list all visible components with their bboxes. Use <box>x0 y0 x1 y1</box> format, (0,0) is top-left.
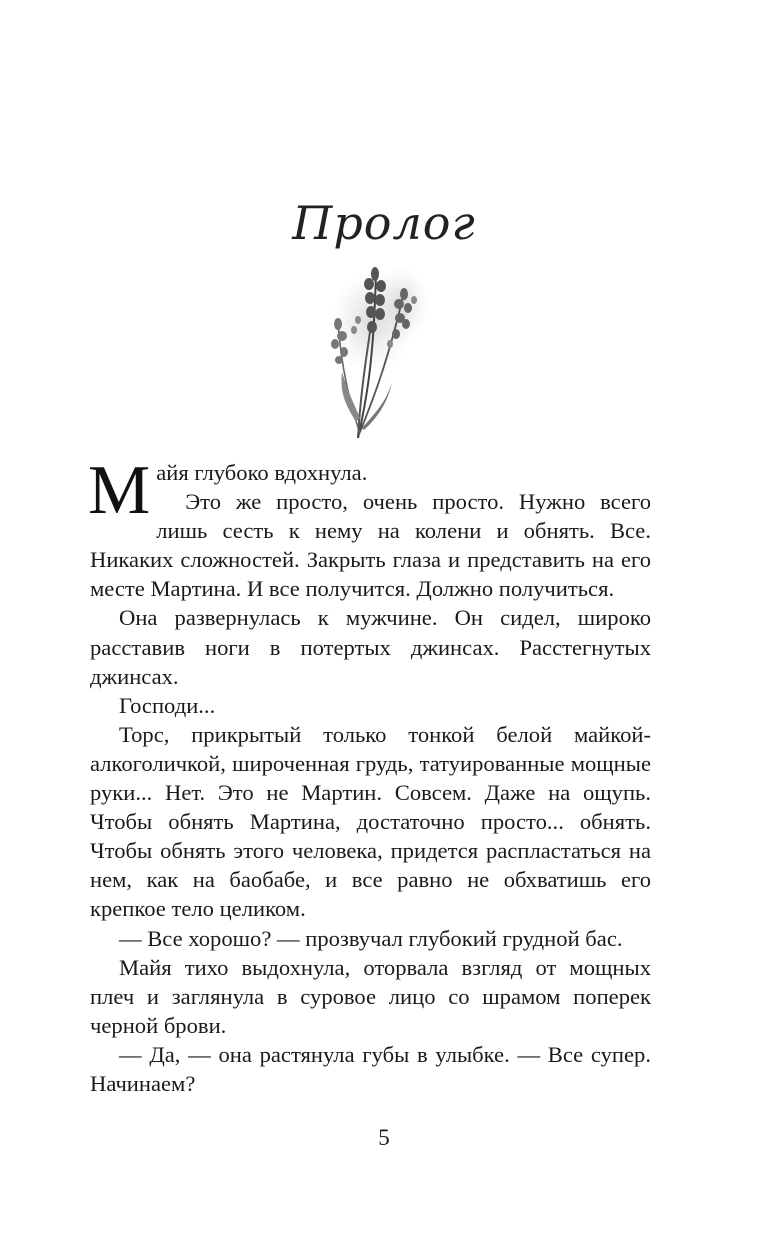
paragraph-8: — Да, — она растянула губы в улыбке. — Все супер. Начинаем? <box>90 1041 651 1096</box>
paragraph-4: Господи... <box>119 692 216 718</box>
body-text <box>88 452 651 1098</box>
paragraph-7: Майя тихо выдохнула, оторвала взгляд от мощных плеч и заглянула в суровое лицо со шрамом поперек черной брови. <box>90 954 651 1038</box>
paragraph-5: Торс, прикрытый только тонкой белой майкой-алкоголичкой, широченная грудь, татуированные мощные руки... Нет. Это не Мартин. Совсем. Даже на ощупь. Чтобы обнять Мартина, достаточно просто... обнять. Чтобы обнять этого человека, придется распластаться на нем, как на баобабе, и все равно не обхватишь его крепкое тело целиком. <box>90 721 651 922</box>
chapter-title: Пролог <box>292 196 476 250</box>
paragraph-3: Она развернулась к мужчине. Он сидел, широко расставив ноги в потертых джинсах. Расстегнутых джинсах. <box>90 605 651 689</box>
paragraph-1: Майя глубоко вдохнула. <box>88 452 368 529</box>
drop-cap: М <box>88 452 151 529</box>
page-number: 5 <box>378 1125 390 1150</box>
paragraph-2: Это же просто, очень просто. Нужно всего лишь сесть к нему на колени и обнять. Все. Никаких сложностей. Закрыть глаза и представить на его месте Мартина. И все получится. Должно получиться. <box>90 489 651 602</box>
paragraph-6: — Все хорошо? — прозвучал глубокий грудной бас. <box>119 925 623 951</box>
lavender-sprig-icon <box>314 252 454 442</box>
